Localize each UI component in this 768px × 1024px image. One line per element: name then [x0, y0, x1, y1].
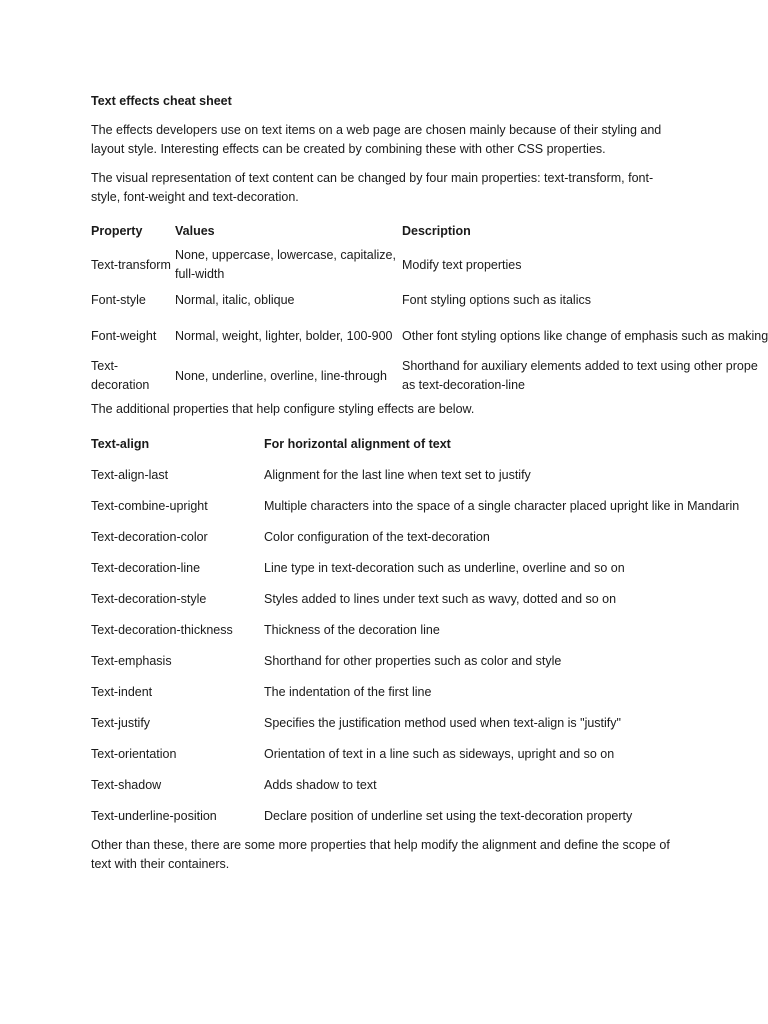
- table-row: [91, 615, 768, 646]
- cell-description: Multiple characters into the space of a single character placed upright like in Mandarin: [264, 499, 740, 513]
- intro-paragraph-1: The effects developers use on text items on a web page are chosen mainly because of their styling and layout style. Interesting effects can be created by combining these with other CSS properties.: [91, 123, 662, 156]
- cell-property: Font-style: [91, 293, 146, 307]
- cell-property: Text-decoration-color: [91, 530, 208, 544]
- cell-property: Text-underline-position: [91, 809, 217, 823]
- cell-description: Color configuration of the text-decoration: [264, 530, 490, 544]
- table-row: [91, 356, 768, 396]
- header-description: Description: [402, 223, 471, 238]
- cell-property: Font-weight: [91, 328, 157, 343]
- table-row: [91, 646, 768, 677]
- table-row: [91, 584, 768, 615]
- table-row: [91, 460, 768, 491]
- cell-description: Declare position of underline set using the text-decoration property: [264, 809, 633, 823]
- table-header-row: [91, 429, 768, 460]
- table-header-row: [91, 217, 768, 245]
- cell-description: Alignment for the last line when text set to justify: [264, 468, 531, 482]
- document-title: Text effects cheat sheet: [91, 94, 232, 108]
- table-row: [91, 770, 768, 801]
- cell-property: Text-decoration-thickness: [91, 623, 233, 637]
- document-page: [91, 92, 768, 874]
- cell-description: Other font styling options like change of emphasis such as making: [402, 328, 768, 343]
- table-row: [91, 491, 768, 522]
- table-row: [91, 553, 768, 584]
- cell-description: Thickness of the decoration line: [264, 623, 440, 637]
- additional-properties-table: [91, 429, 768, 832]
- table-row: [91, 522, 768, 553]
- cell-description: Modify text properties: [402, 257, 522, 272]
- cell-property: Text-orientation: [91, 747, 177, 761]
- cell-property: Text-indent: [91, 685, 153, 699]
- cell-property: Text-decoration-line: [91, 561, 201, 575]
- table-row: [91, 708, 768, 739]
- cell-property: Text-shadow: [91, 778, 162, 792]
- table-row: [91, 677, 768, 708]
- header-property: Property: [91, 223, 143, 238]
- cell-property: Text-transform: [91, 257, 171, 272]
- cell-description: Shorthand for auxiliary elements added to text using other prope as text-decoration-line: [402, 359, 758, 392]
- header-text-align-description: For horizontal alignment of text: [264, 437, 451, 451]
- cell-property: Text-decoration: [91, 359, 150, 392]
- intro-paragraph-2: The visual representation of text content can be changed by four main properties: text-transform, font-style, font-weight and text-decoration.: [91, 171, 654, 204]
- cell-property: Text-decoration-style: [91, 592, 207, 606]
- cell-values: None, uppercase, lowercase, capitalize, full-width: [175, 248, 396, 281]
- header-values: Values: [175, 223, 215, 238]
- cell-values: Normal, italic, oblique: [175, 293, 295, 307]
- cell-values: Normal, weight, lighter, bolder, 100-900: [175, 328, 393, 343]
- table-row: [91, 245, 768, 285]
- cell-property: Text-emphasis: [91, 654, 172, 668]
- additional-intro: The additional properties that help configure styling effects are below.: [91, 402, 475, 416]
- cell-description: Adds shadow to text: [264, 778, 377, 792]
- cell-description: The indentation of the first line: [264, 685, 432, 699]
- cell-values: None, underline, overline, line-through: [175, 368, 387, 383]
- table-row: [91, 316, 768, 356]
- table-row: [91, 801, 768, 832]
- closing-paragraph: Other than these, there are some more properties that help modify the alignment and define the scope of text with their containers.: [91, 838, 670, 871]
- cell-property: Text-justify: [91, 716, 151, 730]
- header-text-align: Text-align: [91, 437, 150, 451]
- cell-description: Line type in text-decoration such as underline, overline and so on: [264, 561, 625, 575]
- cell-description: Shorthand for other properties such as color and style: [264, 654, 562, 668]
- cell-description: Styles added to lines under text such as wavy, dotted and so on: [264, 592, 617, 606]
- cell-description: Specifies the justification method used when text-align is "justify": [264, 716, 621, 730]
- cell-property: Text-align-last: [91, 468, 169, 482]
- cell-description: Font styling options such as italics: [402, 293, 591, 307]
- cell-description: Orientation of text in a line such as sideways, upright and so on: [264, 747, 615, 761]
- properties-table: [91, 217, 768, 396]
- table-row: [91, 285, 768, 316]
- cell-property: Text-combine-upright: [91, 499, 208, 513]
- table-row: [91, 739, 768, 770]
